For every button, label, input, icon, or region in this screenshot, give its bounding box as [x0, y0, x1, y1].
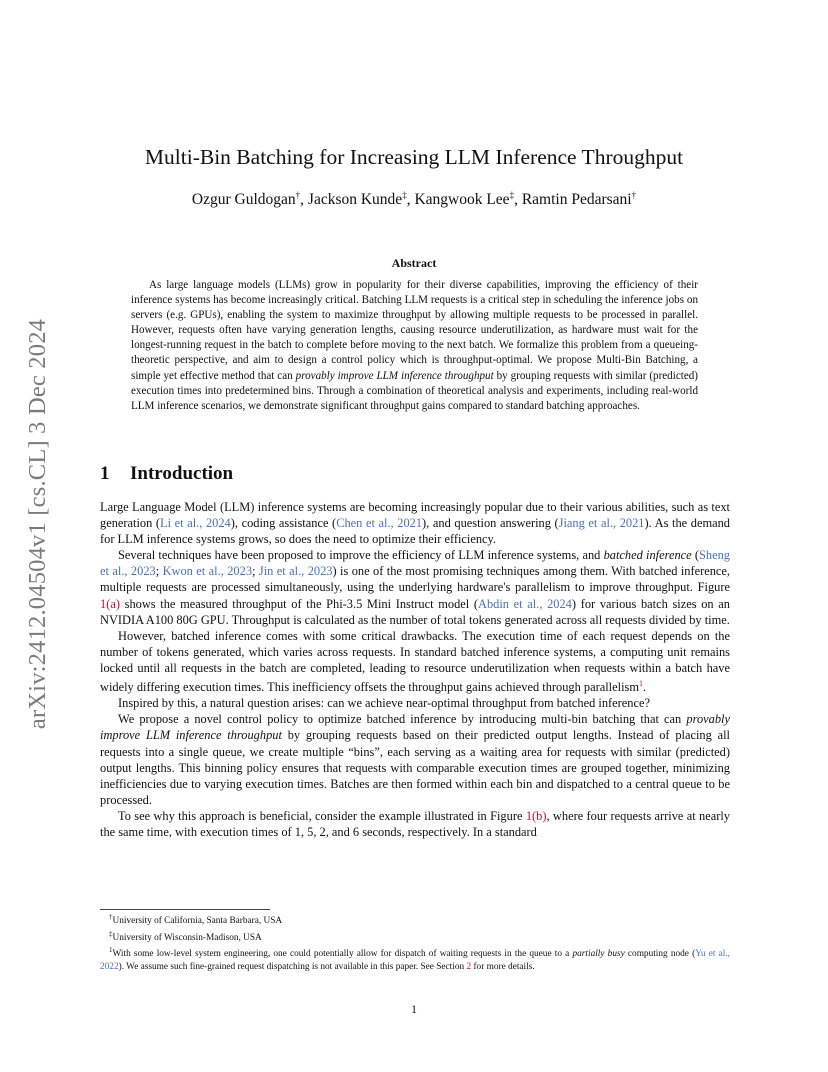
author-name: Ozgur Guldogan: [191, 191, 296, 209]
footnotes: [100, 911, 730, 973]
text-run: With some low-level system engineering, one could potentially allow for dispatch of waiting requests in the queue to a: [112, 949, 573, 960]
citation-link[interactable]: Yu et al., 2022: [100, 949, 730, 972]
footnote-rule: [100, 909, 270, 910]
footnote-symbol: †: [109, 913, 113, 921]
body-paragraph: [100, 695, 730, 711]
author-separator: ,: [406, 191, 415, 209]
page-number: 1: [411, 1002, 417, 1016]
author-separator: ,: [514, 191, 522, 209]
body-paragraph: [100, 628, 730, 696]
text-run: ). As the demand for LLM inference systems grows, so does the need to optimize their efficiency.: [100, 516, 731, 547]
body-paragraph: [100, 547, 730, 627]
citation-link[interactable]: Jiang et al., 2021: [558, 516, 645, 531]
section-heading: [100, 463, 700, 485]
abstract-text-part: by grouping requests with similar (predicted) execution times into predetermined bins. Through a combination of theoretical analysis and experiments, including real-world LLM inference scenarios, we demonstrate significant throughput gains compared to standard batching approaches.: [131, 369, 698, 412]
affiliation-mark: ‡: [509, 190, 515, 200]
text-run: University of California, Santa Barbara, USA: [112, 916, 283, 927]
citation-link[interactable]: Abdin et al., 2024: [478, 596, 572, 611]
cross-reference-link[interactable]: 1(b): [525, 808, 547, 823]
text-run: .: [642, 680, 647, 695]
footnote-symbol: 1: [109, 946, 113, 954]
footnote: [100, 944, 730, 973]
text-run: by grouping requests based on their predicted output lengths. Instead of placing all requests into a single queue, we create multiple “bins”, each serving as a waiting area for requests with similar (predicted) output lengths. This binning policy ensures that requests with comparable execution times are grouped together, minimizing inefficiencies due to varying execution times. Batches are then formed within each bin and dispatched to a central queue to be processed.: [100, 728, 730, 807]
text-run: Inspired by this, a natural question arises: can we achieve near-optimal throughput from batched inference?: [118, 696, 651, 711]
body-paragraph: [100, 499, 730, 547]
text-run: (: [691, 548, 700, 563]
text-run: We propose a novel control policy to optimize batched inference by introducing multi-bin batching that can: [118, 712, 687, 727]
arxiv-identifier-text: arXiv:2412.04504v1 [cs.CL] 3 Dec 2024: [24, 318, 51, 730]
cross-reference-link[interactable]: 1(a): [100, 596, 120, 611]
emphasis-text: provably improve LLM inference throughput: [100, 712, 730, 743]
section-body: [100, 499, 730, 840]
citation-link[interactable]: Jin et al., 2023: [258, 564, 333, 579]
text-run: computing node (: [624, 949, 696, 960]
text-run: However, batched inference comes with some critical drawbacks. The execution time of each request depends on the number of tokens generated, which varies across requests. In standard batched inference systems, a computing unit remains locked until all requests in the batch are completed, leading to resource underutilization when requests within a batch have widely differing execution times. This inefficiency offsets the throughput gains achieved through parallelism: [100, 628, 730, 695]
author-name: Kangwook Lee: [414, 191, 510, 209]
text-run: University of Wisconsin-Madison, USA: [112, 932, 262, 943]
text-run: ). We assume such fine-grained request dispatching is not available in this paper. See Section: [118, 961, 467, 972]
author-name: Jackson Kunde: [307, 191, 403, 209]
arxiv-identifier-stamp: [22, 293, 54, 755]
text-run: ), coding assistance (: [230, 516, 337, 531]
abstract-text-part: As large language models (LLMs) grow in popularity for their diverse capabilities, improving the efficiency of their inference systems has become increasingly critical. Batching LLM requests is a critical step in scheduling the inference jobs on servers (e.g. GPUs), enabling the system to maximize throughput by allowing multiple requests to be processed in parallel. However, requests often have varying generation lengths, causing resource underutilization, as hardware must wait for the longest-running request in the batch to complete before moving to the next batch. We formalize this problem from a queueing-theoretic perspective, and aim to design a control policy which is throughput-optimal. We propose Multi-Bin Batching, a simple yet effective method that can: [131, 279, 698, 382]
text-run: ), and question answering (: [422, 516, 559, 531]
affiliation-mark: ‡: [402, 190, 407, 200]
text-run: ;: [252, 564, 259, 579]
citation-link[interactable]: Kwon et al., 2023: [162, 564, 253, 579]
emphasis-text: partially busy: [572, 949, 625, 960]
abstract-emphasis: provably improve LLM inference throughput: [295, 369, 494, 382]
citation-link[interactable]: Chen et al., 2021: [336, 516, 423, 531]
footnote: [100, 928, 730, 945]
paper-title: Multi-Bin Batching for Increasing LLM Inference Throughput: [144, 145, 684, 169]
text-run: , where four requests arrive at nearly the same time, with execution times of 1, 5, 2, and 6 seconds, respectively. In a standard: [100, 808, 730, 839]
citation-link[interactable]: Sheng et al., 2023: [100, 548, 730, 579]
section-title: Introduction: [130, 463, 234, 484]
body-paragraph: [100, 711, 730, 808]
text-run: To see why this approach is beneficial, consider the example illustrated in Figure: [118, 808, 526, 823]
author-separator: ,: [300, 191, 308, 209]
author-list: [100, 190, 728, 209]
footnote-marker[interactable]: 1: [638, 679, 643, 689]
body-paragraph: [100, 808, 730, 840]
text-run: for more details.: [471, 961, 535, 972]
cross-reference-link[interactable]: 2: [466, 961, 472, 972]
section-number: 1: [100, 463, 110, 484]
text-run: Large Language Model (LLM) inference systems are becoming increasingly popular due to their various abilities, such as text generation (: [100, 500, 730, 531]
citation-link[interactable]: Li et al., 2024: [160, 516, 231, 531]
abstract-heading: Abstract: [391, 256, 437, 270]
text-run: ;: [155, 564, 163, 579]
footnote: [100, 911, 730, 928]
emphasis-text: batched inference: [603, 548, 692, 563]
text-run: Several techniques have been proposed to improve the efficiency of LLM inference systems, and: [118, 548, 604, 563]
text-run: ) is one of the most promising techniques among them. With batched inference, multiple requests are processed simultaneously, using the underlying hardware's parallelism to improve throughput. Figure: [100, 564, 730, 595]
abstract-text: [131, 278, 698, 414]
affiliation-mark: †: [631, 190, 637, 200]
text-run: ) for various batch sizes on an NVIDIA A100 80G GPU. Throughput is calculated as the number of total tokens generated across all requests divided by time.: [100, 596, 730, 627]
author-name: Ramtin Pedarsani: [521, 191, 632, 209]
text-run: shows the measured throughput of the Phi-3.5 Mini Instruct model (: [119, 596, 479, 611]
affiliation-mark: †: [295, 190, 301, 200]
footnote-symbol: ‡: [109, 929, 113, 938]
